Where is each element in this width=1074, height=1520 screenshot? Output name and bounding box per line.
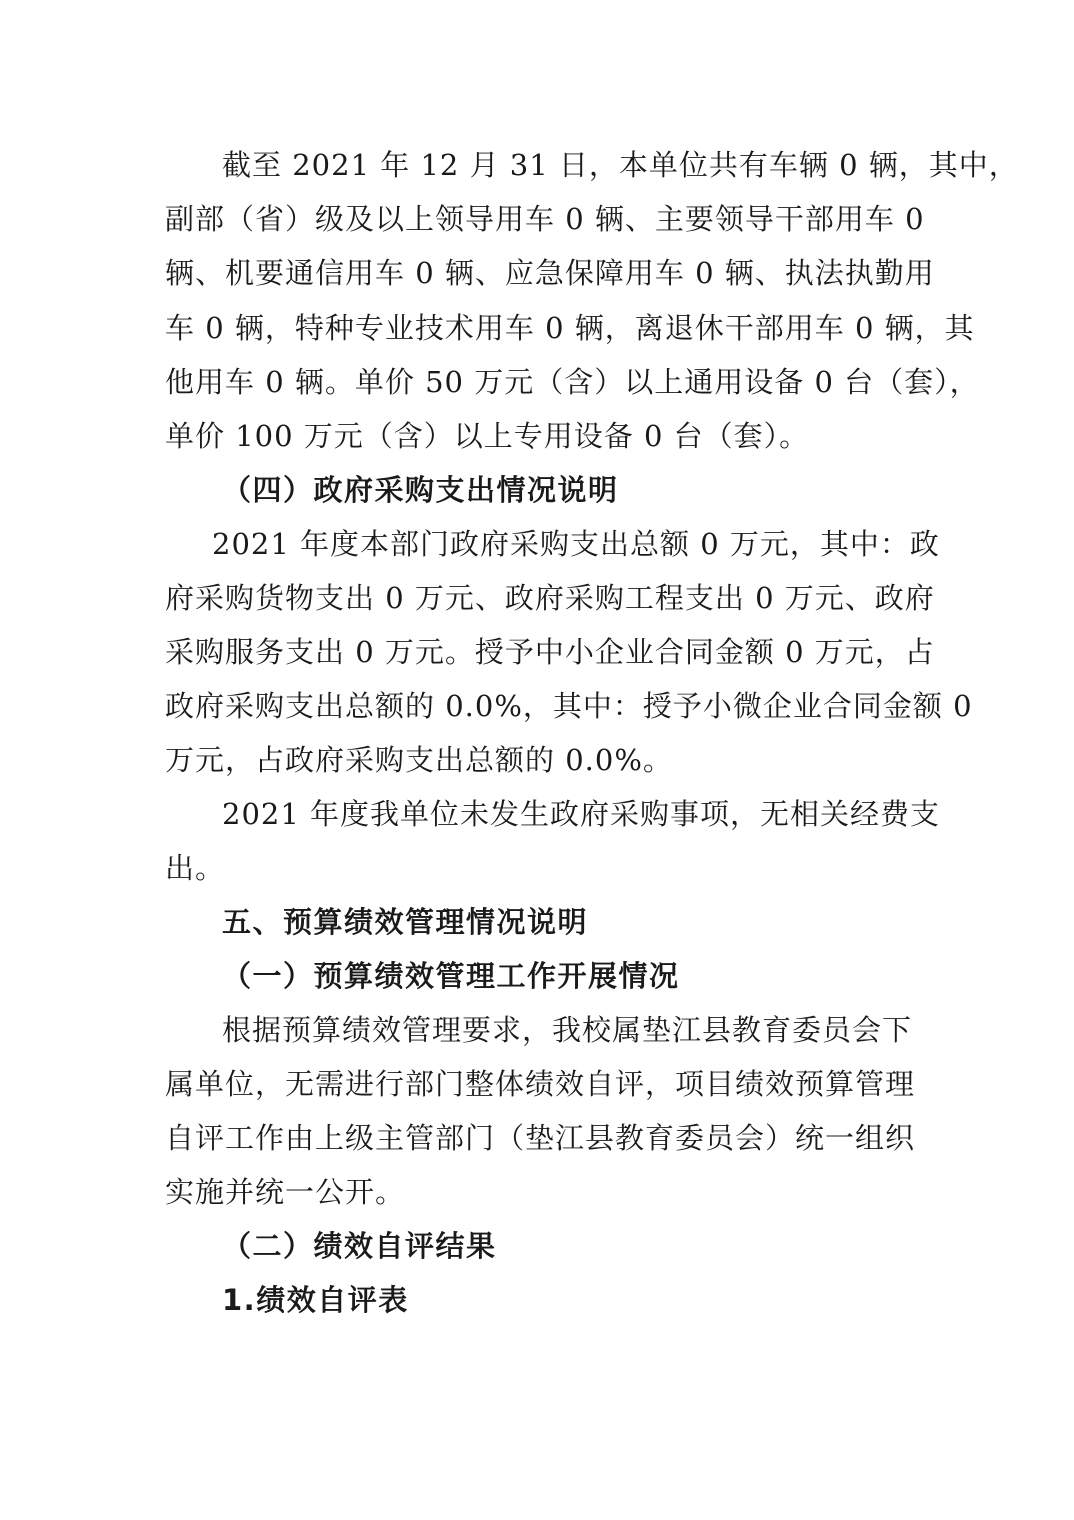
- paragraph-performance-line-1: 根据预算绩效管理要求，我校属垫江县教育委员会下: [222, 1013, 913, 1047]
- paragraph-procurement-line-1: 2021 年度本部门政府采购支出总额 0 万元，其中：政: [212, 527, 940, 561]
- paragraph-performance-line-2: 属单位，无需进行部门整体绩效自评，项目绩效预算管理: [165, 1067, 916, 1101]
- paragraph-procurement-line-5: 万元，占政府采购支出总额的 0.0%。: [165, 743, 673, 777]
- heading-self-evaluation-table: 1.绩效自评表: [222, 1283, 409, 1317]
- paragraph-vehicles-line-2: 副部（省）级及以上领导用车 0 辆、主要领导干部用车 0: [165, 202, 925, 236]
- heading-self-evaluation-result: （二）绩效自评结果: [222, 1229, 497, 1263]
- heading-performance-management: 五、预算绩效管理情况说明: [222, 905, 589, 939]
- heading-performance-work: （一）预算绩效管理工作开展情况: [222, 959, 680, 993]
- paragraph-procurement-line-4: 政府采购支出总额的 0.0%，其中：授予小微企业合同金额 0: [165, 689, 973, 723]
- paragraph-no-procurement-line-1: 2021 年度我单位未发生政府采购事项，无相关经费支: [222, 797, 941, 831]
- paragraph-vehicles-line-1: 截至 2021 年 12 月 31 日，本单位共有车辆 0 辆，其中，: [222, 148, 1019, 182]
- paragraph-procurement-line-3: 采购服务支出 0 万元。授予中小企业合同金额 0 万元，占: [165, 635, 935, 669]
- heading-procurement: （四）政府采购支出情况说明: [222, 473, 619, 507]
- paragraph-no-procurement-line-2: 出。: [165, 851, 226, 885]
- paragraph-procurement-line-2: 府采购货物支出 0 万元、政府采购工程支出 0 万元、政府: [165, 581, 935, 615]
- paragraph-vehicles-line-3: 辆、机要通信用车 0 辆、应急保障用车 0 辆、执法执勤用: [165, 256, 935, 290]
- paragraph-performance-line-3: 自评工作由上级主管部门（垫江县教育委员会）统一组织: [165, 1121, 916, 1155]
- paragraph-vehicles-line-6: 单价 100 万元（含）以上专用设备 0 台（套）。: [165, 419, 810, 453]
- paragraph-vehicles-line-4: 车 0 辆，特种专业技术用车 0 辆，离退休干部用车 0 辆，其: [165, 311, 975, 345]
- paragraph-vehicles-line-5: 他用车 0 辆。单价 50 万元（含）以上通用设备 0 台（套），: [165, 365, 980, 399]
- paragraph-performance-line-4: 实施并统一公开。: [165, 1175, 406, 1209]
